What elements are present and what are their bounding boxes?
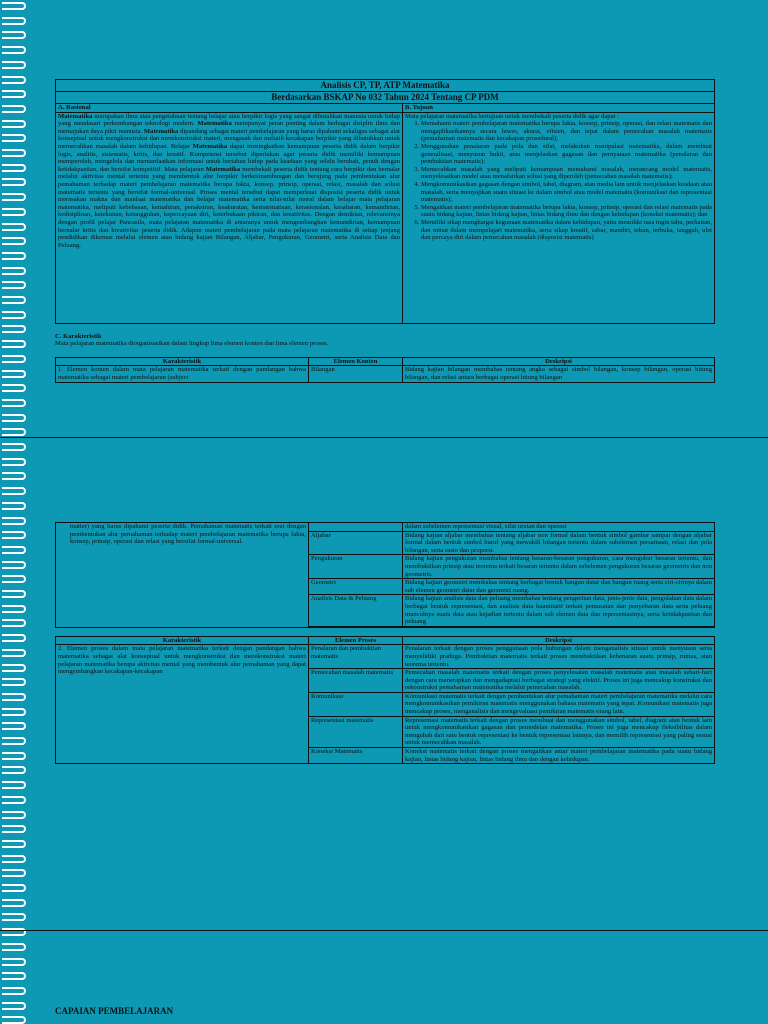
binding-ring	[2, 267, 26, 275]
binding-ring	[2, 487, 26, 495]
binding-ring	[2, 428, 26, 436]
proses-table	[55, 636, 715, 765]
table-row: Aljabar Bidang kajian aljabar membahas tentang aljabar non formal dalam bentuk simbol gambar sampai dengan aljabar formal dalam bentuk simbol huruf yang mewakili bilangan tertentu dalam subelemen persamaan, relasi dan pola bilangan, serta rasio dan proporsi.	[56, 531, 715, 555]
list-item: 5. Mengaitkan materi pembelajaran matematika berupa fakta, konsep, prinsip, operasi dan relasi matematis pada suatu bidang kajian, lintas bidang kajian, lintas bidang ilmu dan dengan kehidupan (koneksi matematis); dan	[421, 204, 712, 219]
binding-ring	[2, 193, 26, 201]
binding-ring	[2, 134, 26, 142]
binding-ring	[2, 414, 26, 422]
binding-ring	[2, 2, 26, 10]
binding-ring	[2, 325, 26, 333]
konten-table-continued	[55, 522, 715, 628]
karakteristik-intro: Mata pelajaran matematika diorganisasikan dalam lingkup lima elemen konten dan lima elemen proses.	[55, 340, 329, 348]
binding-ring	[2, 31, 26, 39]
binding-ring	[2, 766, 26, 774]
tujuan-text: Mata pelajaran matematika bertujuan untuk membekali peserta didik agar dapat : 1. Memahami materi pembelajaran matematika berupa fakta, konsep, prinsip, operasi, dan relasi matematis dan mengaplikasikannya secara luwes, akurat, efisien, dan tepat dalam pemecahan masalah matematis (pemahaman matematis dan kecakapan prosedural); 2. Menggunakan penalaran pada pola dan sifat, melakukan manipulasi matematika, dalam membuat generalisasi, menyusun bukti, atau menjelaskan gagasan dan pernyataan matematika (penalaran dan pembuktian matematis); 3. Memecahkan masalah yang meliputi kemampuan memahami masalah, merancang model matematis, menyelesaikan model atau menafsirkan solusi yang diperoleh (pemecahan masalah matematis); 4. Mengkomunikasikan gagasan dengan simbol, tabel, diagram, atau media lain untuk menjelaskan keadaan atau masalah, serta menyajikan suatu situasi ke dalam simbol atau model matematis (komunikasi dan representasi matematis); 5. Mengaitkan materi pembelajaran matematika berupa fakta, konsep, prinsip, operasi dan relasi matematis pada suatu bidang kajian, lintas bidang kajian, lintas bidang ilmu dan dengan kehidupan (koneksi matematis); dan 6. Memiliki sikap menghargai kegunaan matematika dalam kehidupan, yaitu memiliki rasa ingin tahu, perhatian, dan minat dalam mempelajari matematika, serta sikap kreatif, sabar, mandiri, tekun, terbuka, tangguh, ulet dan percaya diri dalam pemecahan masalah (disposisi matematis)	[403, 112, 715, 323]
table-row: matter) yang harus dipahami peserta didik. Pemahaman matematis terkait erat dengan pembentukan alur pemahaman terhadap materi pembelajaran matematika berupa fakta, konsep, prinsip, operasi dan relasi yang bersifat formal-universal. dalam subelemen representasi visual, sifat urutan dan operasi	[56, 523, 715, 532]
binding-ring	[2, 90, 26, 98]
table-row: Pengukuran Bidang kajian pengukuran membahas tentang besaran-besaran pengukuran, cara mengukur besaran tertentu, dan membuktikan prinsip atau teorema terkait besaran tertentu dalam subelemen pengukuran besaran geometris dan non geometris.	[56, 555, 715, 579]
binding-ring	[2, 958, 26, 966]
table-header: Karakteristik	[56, 636, 309, 645]
table-row: Komunikasi Komunikasi matematis terkait dengan pembentukan alur pemahaman materi pembelajaran matematika melalui cara mengkomunikasikan pemikiran matematis menggunakan bahasa matematis yang tepat. Komunikasi matematis juga mencakup proses, menganalisis dan mengevaluasi pemikiran matematis orang lain.	[56, 692, 715, 716]
binding-ring	[2, 605, 26, 613]
binding-ring	[2, 105, 26, 113]
list-item: 6. Memiliki sikap menghargai kegunaan matematika dalam kehidupan, yaitu memiliki rasa ingin tahu, perhatian, dan minat dalam mempelajari matematika, serta sikap kreatif, sabar, mandiri, tekun, terbuka, tangguh, ulet dan percaya diri dalam pemecahan masalah (disposisi matematis)	[421, 219, 712, 242]
binding-ring	[2, 46, 26, 54]
section-title: CAPAIAN PEMBELAJARAN	[55, 1006, 174, 1016]
table-header: Karakteristik	[56, 357, 309, 366]
table-row: Analisis Data & Peluang Bidang kajian analisis data dan peluang membahas tentang pengertian data, jenis-jenis data, pengolahan data dalam berbagai bentuk representasi, dan analisis data kuantitatif terkait pemusatan dan penyebaran data serta peluang munculnya suatu data atau kejadian tertentu dalam sub elemen data dan representasinya, serta ketidakpastian dan peluang	[56, 595, 715, 626]
binding-ring	[2, 61, 26, 69]
binding-ring	[2, 546, 26, 554]
binding-ring	[2, 384, 26, 392]
page-divider	[0, 437, 768, 438]
binding-ring	[2, 796, 26, 804]
table-row: Geometri Bidang kajian geometri membahas tentang berbagai bentuk bangun datar dan bangun ruang serta ciri-cirinya dalam sub elemen geometri datar dan geometri ruang.	[56, 579, 715, 595]
binding-ring	[2, 208, 26, 216]
binding-ring	[2, 1002, 26, 1010]
document-subtitle: Berdasarkan BSKAP No 032 Tahun 2024 Tentang CP PDM	[56, 92, 715, 104]
list-item: 4. Mengkomunikasikan gagasan dengan simbol, tabel, diagram, atau media lain untuk menjelaskan keadaan atau masalah, serta menyajikan suatu situasi ke dalam simbol atau model matematis (komunikasi dan representasi matematis);	[421, 181, 712, 204]
tujuan-list	[405, 120, 712, 242]
list-item: 2. Menggunakan penalaran pada pola dan sifat, melakukan manipulasi matematika, dalam membuat generalisasi, menyusun bukti, atau menjelaskan gagasan dan pernyataan matematika (penalaran dan pembuktian matematis);	[421, 143, 712, 166]
table-row: Pemecahan masalah matematis Pemecahan masalah matematis terkait dengan proses penyelesaian masalah matematis atau masalah sehari-hari dengan cara menerapkan dan mengadaptasi berbagai strategi yang efektif. Proses ini juga mencakup konstruksi dan rekonstruksi pemahaman matematika melalui pemecahan masalah.	[56, 669, 715, 693]
table-row: Koneksi Matematis Koneksi matematis terkait dengan proses mengaitkan antar materi pembelajaran matematika pada suatu bidang kajian, lintas bidang kajian, lintas bidang ilmu dan dengan kehidupan.	[56, 748, 715, 764]
karakteristik-heading: C. Karakteristik	[55, 332, 102, 340]
table-row: Representasi matematis Representasi matematis terkait dengan proses membuat dan menggunakan simbol, tabel, diagram atau bentuk lain untuk mengkomunikasikan gagasan dan pemodelan matematika. Proses ini juga mencakup fleksibilitas dalam mengubah dari satu bentuk representasi ke bentuk representasi lainnya, dan memilih representasi yang paling sesuai untuk memecahkan masalah.	[56, 716, 715, 747]
rasional-tujuan-table	[55, 79, 715, 324]
binding-ring	[2, 708, 26, 716]
table-row: 2. Elemen proses dalam mata pelajaran matematika terkait dengan pandangan bahwa matematika sebagai alat konseptual untuk mengkonstruksi dan merekonstruksi materi pelajaran matematika berupa aktivitas mental yang membentuk alur pemahaman yang dapat mengembangkan kecakapan-kecakapan Penalaran dan pembuktian matematis Penalaran terkait dengan proses penggunaan pola hubungan dalam menganalisis situasi untuk menyusun serta menyelidiki praduga. Pembuktian matematis terkait proses membuktikan kebenaran suatu prinsip, rumus, atau teorema tertentu.	[56, 645, 715, 669]
page-2	[55, 522, 714, 764]
spiral-binding	[0, 0, 30, 1024]
page-1	[55, 79, 714, 383]
binding-ring	[2, 164, 26, 172]
binding-ring	[2, 370, 26, 378]
binding-ring	[2, 517, 26, 525]
binding-ring	[2, 855, 26, 863]
binding-ring	[2, 869, 26, 877]
binding-ring	[2, 399, 26, 407]
binding-ring	[2, 149, 26, 157]
binding-ring	[2, 120, 26, 128]
binding-ring	[2, 913, 26, 921]
binding-ring	[2, 281, 26, 289]
binding-ring	[2, 590, 26, 598]
binding-ring	[2, 634, 26, 642]
binding-ring	[2, 17, 26, 25]
binding-ring	[2, 1016, 26, 1024]
binding-ring	[2, 752, 26, 760]
list-item: 3. Memecahkan masalah yang meliputi kemampuan memahami masalah, merancang model matematis, menyelesaikan model atau menafsirkan solusi yang diperoleh (pemecahan masalah matematis);	[421, 166, 712, 181]
konten-table	[55, 357, 715, 383]
binding-ring	[2, 296, 26, 304]
binding-ring	[2, 884, 26, 892]
binding-ring	[2, 561, 26, 569]
binding-ring	[2, 502, 26, 510]
table-header: Elemen Konten	[309, 357, 403, 366]
binding-ring	[2, 811, 26, 819]
binding-ring	[2, 237, 26, 245]
table-header: Deskripsi	[403, 636, 715, 645]
document-title: Analisis CP, TP, ATP Matematika	[56, 80, 715, 92]
binding-ring	[2, 664, 26, 672]
binding-ring	[2, 531, 26, 539]
list-item: 1. Memahami materi pembelajaran matematika berupa fakta, konsep, prinsip, operasi, dan relasi matematis dan mengaplikasikannya secara luwes, akurat, efisien, dan tepat dalam pemecahan masalah matematis (pemahaman matematis dan kecakapan prosedural);	[421, 120, 712, 143]
binding-ring	[2, 825, 26, 833]
tujuan-heading: B. Tujuan	[403, 104, 715, 113]
binding-ring	[2, 178, 26, 186]
binding-ring	[2, 311, 26, 319]
rasional-heading: A. Rasional	[56, 104, 403, 113]
binding-ring	[2, 943, 26, 951]
binding-ring	[2, 649, 26, 657]
binding-ring	[2, 340, 26, 348]
binding-ring	[2, 575, 26, 583]
binding-ring	[2, 678, 26, 686]
rasional-text: Matematika merupakan ilmu atau pengetahuan tentang belajar atau berpikir logis yang sangat dibutuhkan manusia untuk hidup yang mendasari perkembangan teknologi modern. Matematika mempunyai peran penting dalam berbagai disiplin ilmu dan memajukan daya pikir manusia. Matematika dipandang sebagai materi pembelajaran yang harus dipahami sekaligus sebagai alat konseptual untuk mengkonstruksi dan merekonstruksi materi, mengasah dan melatih kecakapan berpikir yang dibutuhkan untuk memecahkan masalah dalam kehidupan. Belajar Matematika dapat meningkatkan kemampuan peserta didik dalam berpikir logis, analitis, sistematis, kritis, dan kreatif. Kompetensi tersebut diperlukan agar peserta didik memiliki kemampuan memperoleh, mengelola dan memanfaatkan informasi untuk bertahan hidup pada keadaan yang selalu berubah, penuh dengan ketidakpastian, dan bersifat kompetitif. Mata pelajaran Matematika membekali peserta didik tentang cara berpikir dan bernalar melalui aktivitas mental tertentu yang membentuk alur berpikir berkesinambungan dan berujung pada pembentukan alur pemahaman terhadap materi pembelajaran matematika berupa fakta, konsep, prinsip, operasi, relasi, masalah dan solusi matematis tertentu yang bersifat formal-universal. Proses mental tersebut dapat memperkuat disposisi peserta didik untuk merasakan makna dan manfaat matematika dan belajar matematika serta nilai-nilai moral dalam belajar mata pelajaran matematika, meliputi kebebasan, kemahiran, penaksiran, keakuratan, kesistematisan, kerasionalan, kesabaran, kemandirian, kedisiplinan, ketekunan, ketangguhan, kepercayaan diri, keterbukaan pikiran, dan kreativitas. Dengan demikian, relevansinya dengan profil pelajar Pancasila, mata pelajaran matematika di antaranya untuk mengembangkan kemandirian, kemampuan bernalar kritis dan kreativitas peserta didik. Adapun materi pembelajaran pada mata pelajaran matematika di setiap jenjang pendidikan dikemas melalui elemen atau bidang kajian Bilangan, Aljabar, Pengukuran, Geometri, serta Analisis Data dan Peluang.	[56, 112, 403, 323]
binding-ring	[2, 987, 26, 995]
binding-ring	[2, 223, 26, 231]
binding-ring	[2, 840, 26, 848]
binding-ring	[2, 693, 26, 701]
binding-ring	[2, 76, 26, 84]
binding-ring	[2, 737, 26, 745]
table-header: Elemen Proses	[309, 636, 403, 645]
binding-ring	[2, 781, 26, 789]
binding-ring	[2, 899, 26, 907]
binding-ring	[2, 355, 26, 363]
binding-ring	[2, 722, 26, 730]
binding-ring	[2, 252, 26, 260]
binding-ring	[2, 619, 26, 627]
table-row: 1. Elemen konten dalam mata pelajaran matematika terkait dengan pandangan bahwa matematika sebagai materi pembelajaran (subject Bilangan Bidang kajian bilangan membahas tentang angka sebagai simbol bilangan, konsep bilangan, operasi hitung bilangan, dan relasi antara berbagai operasi hitung bilangan	[56, 366, 715, 382]
binding-ring	[2, 443, 26, 451]
binding-ring	[2, 458, 26, 466]
binding-ring	[2, 972, 26, 980]
table-header: Deskripsi	[403, 357, 715, 366]
page-divider	[0, 930, 768, 931]
binding-ring	[2, 472, 26, 480]
